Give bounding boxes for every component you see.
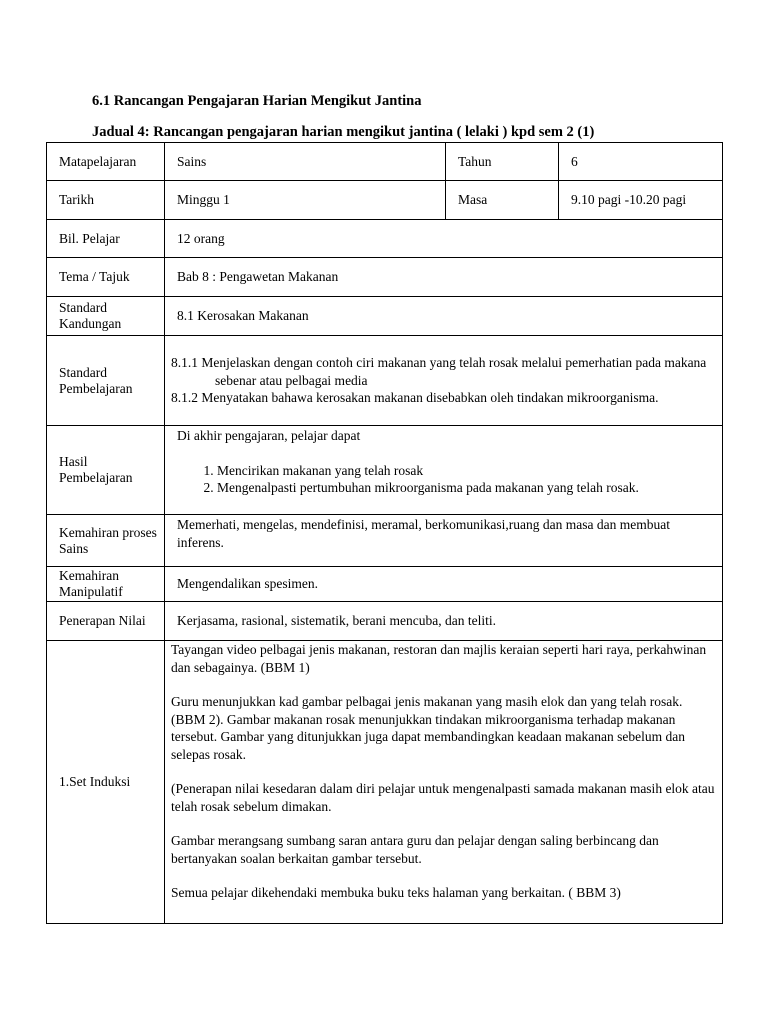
row-values [47, 602, 723, 641]
row-manipulative [47, 567, 723, 602]
label-year: Tahun [446, 143, 559, 181]
row-learning-standard [47, 336, 723, 426]
row-learning-outcome [47, 426, 723, 515]
learning-outcome-list [177, 462, 716, 497]
value-theme: Bab 8 : Pengawetan Makanan [165, 258, 723, 297]
label-process-skills: Kemahiran proses Sains [47, 515, 165, 567]
table-caption: Jadual 4: Rancangan pengajaran harian mengikut jantina ( lelaki ) kpd sem 2 (1) [92, 124, 595, 140]
value-learning-outcome [165, 426, 723, 515]
induction-paragraph: Semua pelajar dikehendaki membuka buku teks halaman yang berkaitan. ( BBM 3) [171, 885, 621, 900]
label-content-standard: Standard Kandungan [47, 297, 165, 336]
lesson-plan-table [46, 142, 723, 924]
row-theme [47, 258, 723, 297]
list-item: 2. Mengenalpasti pertumbuhan mikroorganisma pada makanan yang telah rosak. [217, 479, 716, 497]
label-students: Bil. Pelajar [47, 220, 165, 258]
section-heading: 6.1 Rancangan Pengajaran Harian Mengikut Jantina [92, 93, 422, 109]
value-learning-standard [165, 336, 723, 426]
row-induction [47, 641, 723, 924]
value-content-standard: 8.1 Kerosakan Makanan [165, 297, 723, 336]
label-induction: 1.Set Induksi [47, 641, 165, 924]
value-date: Minggu 1 [165, 181, 446, 220]
label-learning-outcome: Hasil Pembelajaran [47, 426, 165, 515]
value-year: 6 [559, 143, 723, 181]
label-theme: Tema / Tajuk [47, 258, 165, 297]
row-students [47, 220, 723, 258]
value-induction [165, 641, 723, 924]
value-manipulative: Mengendalikan spesimen. [165, 567, 723, 602]
label-subject: Matapelajaran [47, 143, 165, 181]
row-process-skills [47, 515, 723, 567]
label-date: Tarikh [47, 181, 165, 220]
value-subject: Sains [165, 143, 446, 181]
value-values: Kerjasama, rasional, sistematik, berani mencuba, dan teliti. [165, 602, 723, 641]
learning-standard-item: 8.1.2 Menyatakan bahawa kerosakan makanan disebabkan oleh tindakan mikroorganisma. [171, 390, 659, 406]
row-subject [47, 143, 723, 181]
label-learning-standard: Standard Pembelajaran [47, 336, 165, 426]
value-students: 12 orang [165, 220, 723, 258]
label-time: Masa [446, 181, 559, 220]
learning-standard-item: 8.1.1 Menjelaskan dengan contoh ciri makanan yang telah rosak melalui pemerhatian pada makana sebenar atau pelbagai media [171, 355, 707, 388]
value-time: 9.10 pagi -10.20 pagi [559, 181, 723, 220]
induction-paragraph: (Penerapan nilai kesedaran dalam diri pelajar untuk mengenalpasti samada makanan masih elok atau telah rosak sebelum dimakan. [171, 781, 715, 814]
list-item: 1. Mencirikan makanan yang telah rosak [217, 462, 716, 480]
induction-paragraph: Tayangan video pelbagai jenis makanan, restoran dan majlis keraian seperti hari raya, perkahwinan dan sebagainya. (BBM 1) [171, 642, 707, 675]
row-content-standard [47, 297, 723, 336]
label-manipulative: Kemahiran Manipulatif [47, 567, 165, 602]
induction-paragraph: Gambar merangsang sumbang saran antara guru dan pelajar dengan saling berbincang dan bertanyakan soalan berkaitan gambar tersebut. [171, 833, 659, 866]
label-values: Penerapan Nilai [47, 602, 165, 641]
learning-outcome-intro: Di akhir pengajaran, pelajar dapat [177, 428, 361, 443]
row-date [47, 181, 723, 220]
induction-paragraph: Guru menunjukkan kad gambar pelbagai jenis makanan yang masih elok dan yang telah rosak. (BBM 2). Gambar makanan rosak menunjukkan tindakan mikroorganisma terhadap makanan tersebut. Gambar yang ditunjukkan juga dapat membandingkan keadaan makanan sebelum dan selepas rosak. [171, 694, 685, 762]
value-process-skills: Memerhati, mengelas, mendefinisi, meramal, berkomunikasi,ruang dan masa dan membuat inferens. [165, 515, 723, 567]
